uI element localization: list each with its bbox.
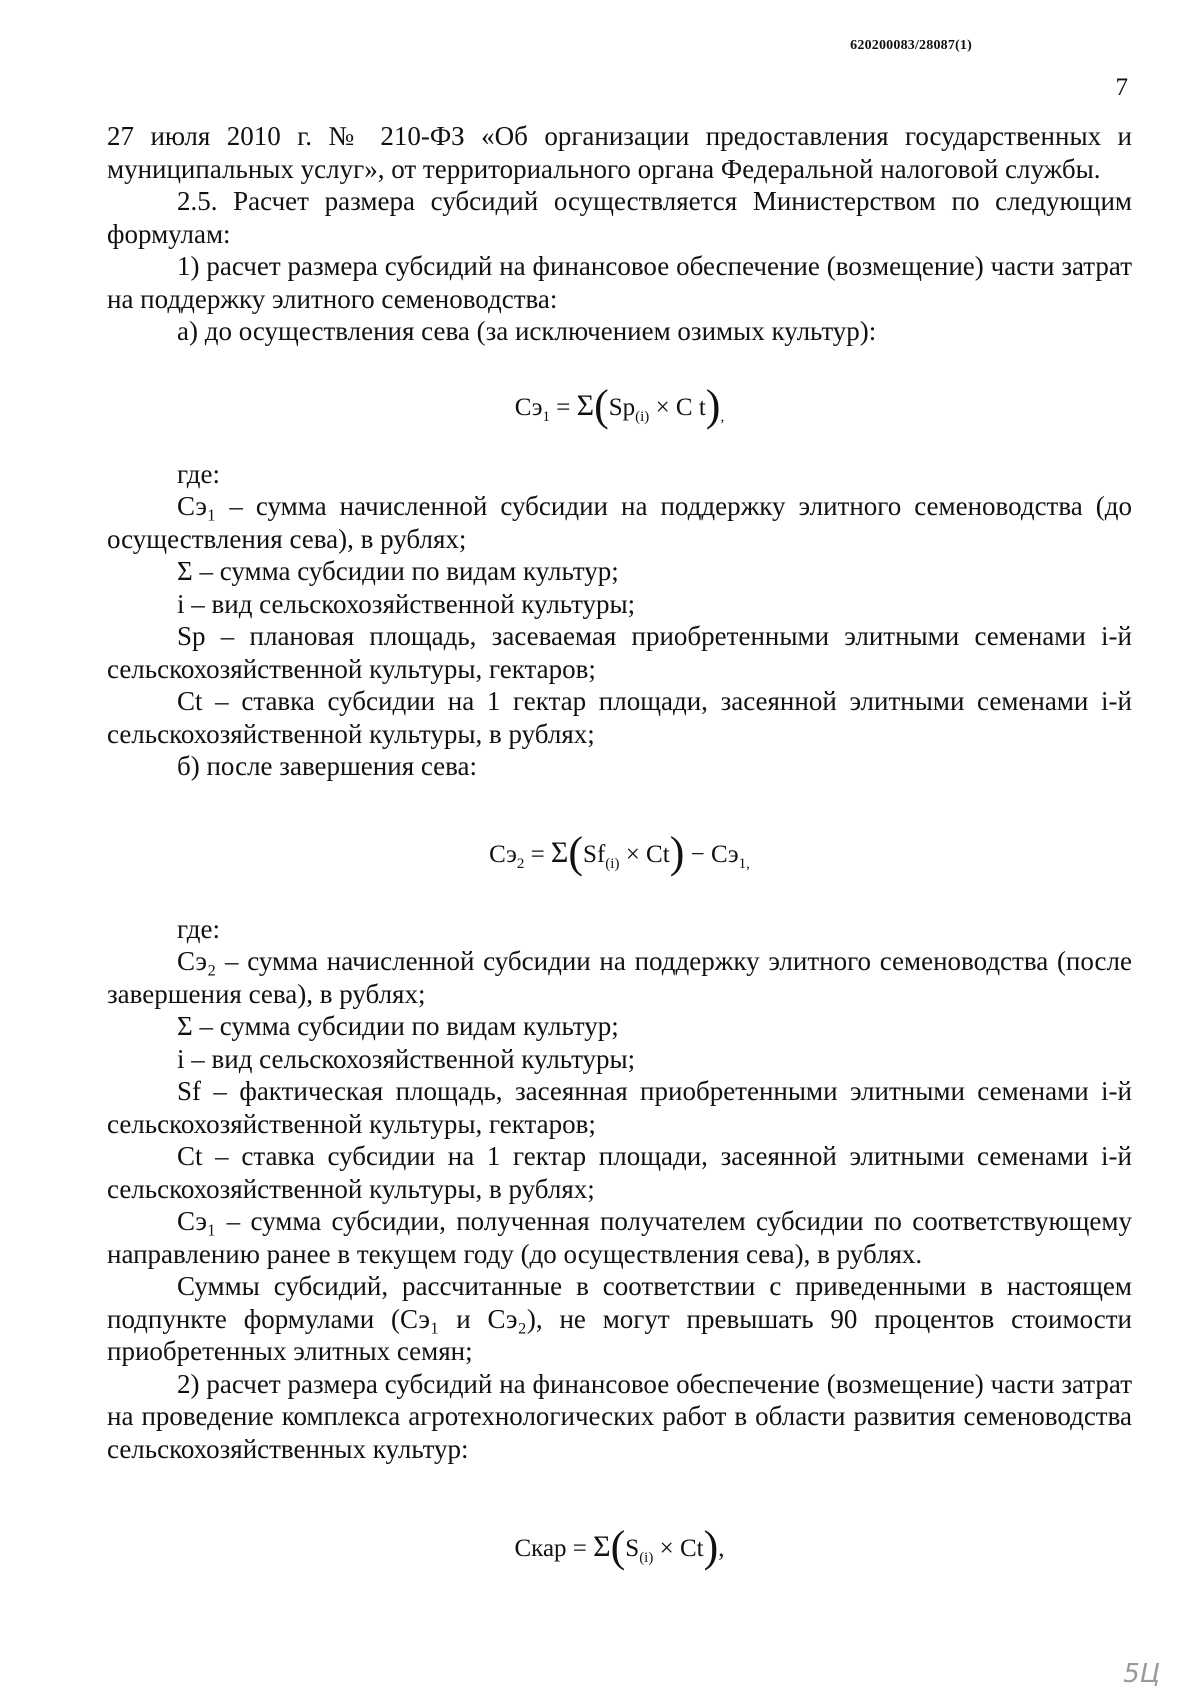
paragraph-2: 2.5. Расчет размера субсидий осуществляется Министерством по следующим формулам: [107, 186, 1132, 249]
definition-sigma-2: Σ – сумма субсидии по видам культур; [177, 1011, 619, 1041]
handwritten-mark: 5Ц [1123, 1659, 1160, 1689]
formula-skar-var: S [625, 1535, 640, 1562]
definition-se2: Сэ₂ – сумма начисленной субсидии на поддержку элитного семеноводства (после завершения сева), в рублях; [107, 946, 1132, 1009]
formula-skar-open: ( [610, 1522, 626, 1571]
where-label-2: где: [177, 913, 220, 944]
formula-se1-var: Sp [608, 393, 636, 421]
paragraph-1: 27 июля 2010 г. № 210-ФЗ «Об организации предоставления государственных и муниципальных услуг», от территориального органа Федеральной налоговой службы. [107, 121, 1132, 184]
formula-se1-open: ( [594, 380, 609, 430]
formula-se2-eq: = [524, 840, 551, 868]
paragraph-3: 1) расчет размера субсидий на финансовое обеспечение (возмещение) части затрат на поддержку элитного семеноводства: [107, 251, 1132, 314]
formula-se1-lhs-sub: 1 [542, 408, 550, 425]
formula-skar-sigma: Σ [593, 1530, 611, 1563]
formula-se2-trail: , [746, 855, 750, 872]
formula-skar-op: × Ct [653, 1535, 704, 1562]
definition-ct-2: Ct – ставка субсидии на 1 гектар площади, засеянной элитными семенами i-й сельскохозяйственной культуры, в рублях; [107, 1141, 1132, 1204]
definition-ct-1: Ct – ставка субсидии на 1 гектар площади, засеянной элитными семенами i-й сельскохозяйственной культуры, в рублях; [107, 686, 1132, 749]
formula-se2-lhs: Сэ [489, 840, 517, 868]
formula-skar-close: ) [703, 1522, 719, 1571]
definition-i-1: i – вид сельскохозяйственной культуры; [177, 588, 636, 619]
page-number: 7 [1115, 74, 1128, 101]
formula-se2-var: Sf [583, 840, 606, 868]
document-id: 620200083/28087(1) [850, 38, 972, 53]
formula-se2-minus: − Сэ [684, 840, 739, 868]
formula-se1-eq: = [550, 393, 577, 421]
formula-skar [107, 1487, 1132, 1607]
formula-se2-minus-sub: 1 [738, 855, 747, 872]
formula-se1-lhs: Сэ [514, 393, 543, 421]
formula-skar-trail: , [718, 1535, 725, 1562]
formula-se2 [107, 793, 1132, 913]
definition-sp: Sp – плановая площадь, засеваемая приобретенными элитными семенами i-й сельскохозяйственной культуры, гектаров; [107, 621, 1132, 684]
where-label-1: где: [177, 458, 220, 489]
definition-se1-received: Сэ₁ – сумма субсидии, полученная получателем субсидии по соответствующему направлению ранее в текущем году (до осуществления сева), в рублях. [107, 1206, 1132, 1269]
formula-se2-close: ) [669, 827, 685, 877]
paragraph-6: Суммы субсидий, рассчитанные в соответствии с приведенными в настоящем подпункте формулами (Сэ₁ и Сэ₂), не могут превышать 90 процентов стоимости приобретенных элитных семян; [107, 1271, 1132, 1366]
definition-sigma-1: Σ – сумма субсидии по видам культур; [177, 556, 619, 586]
formula-se1-op: × C t [649, 393, 706, 421]
formula-se2-var-sub: (i) [605, 855, 620, 872]
formula-se1-var-sub: (i) [635, 408, 650, 425]
formula-se2-open: ( [568, 827, 584, 877]
formula-se2-op: × Ct [619, 840, 670, 868]
definition-se1: Сэ₁ – сумма начисленной субсидии на поддержку элитного семеноводства (до осуществления сева), в рублях; [107, 491, 1132, 554]
formula-se2-lhs-sub: 2 [516, 855, 525, 872]
formula-se2-sigma: Σ [550, 835, 569, 869]
formula-se1-trail: , [720, 408, 725, 425]
formula-skar-var-sub: (i) [639, 1550, 654, 1566]
paragraph-7: 2) расчет размера субсидий на финансовое обеспечение (возмещение) части затрат на проведение комплекса агротехнологических работ в области развития семеноводства сельскохозяйственных культур: [107, 1368, 1132, 1464]
formula-skar-eq: = [566, 1535, 594, 1562]
document-body [107, 120, 1132, 1607]
definition-sf: Sf – фактическая площадь, засеянная приобретенными элитными семенами i-й сельскохозяйственной культуры, гектаров; [107, 1076, 1132, 1139]
formula-se1-sigma: Σ [576, 388, 595, 422]
formula-se1-close: ) [705, 380, 721, 430]
formula-se1 [107, 354, 1132, 458]
paragraph-5: б) после завершения сева: [177, 751, 478, 781]
paragraph-4: а) до осуществления сева (за исключением озимых культур): [177, 316, 877, 346]
formula-skar-lhs: Скар [514, 1535, 567, 1562]
definition-i-2: i – вид сельскохозяйственной культуры; [177, 1043, 636, 1074]
